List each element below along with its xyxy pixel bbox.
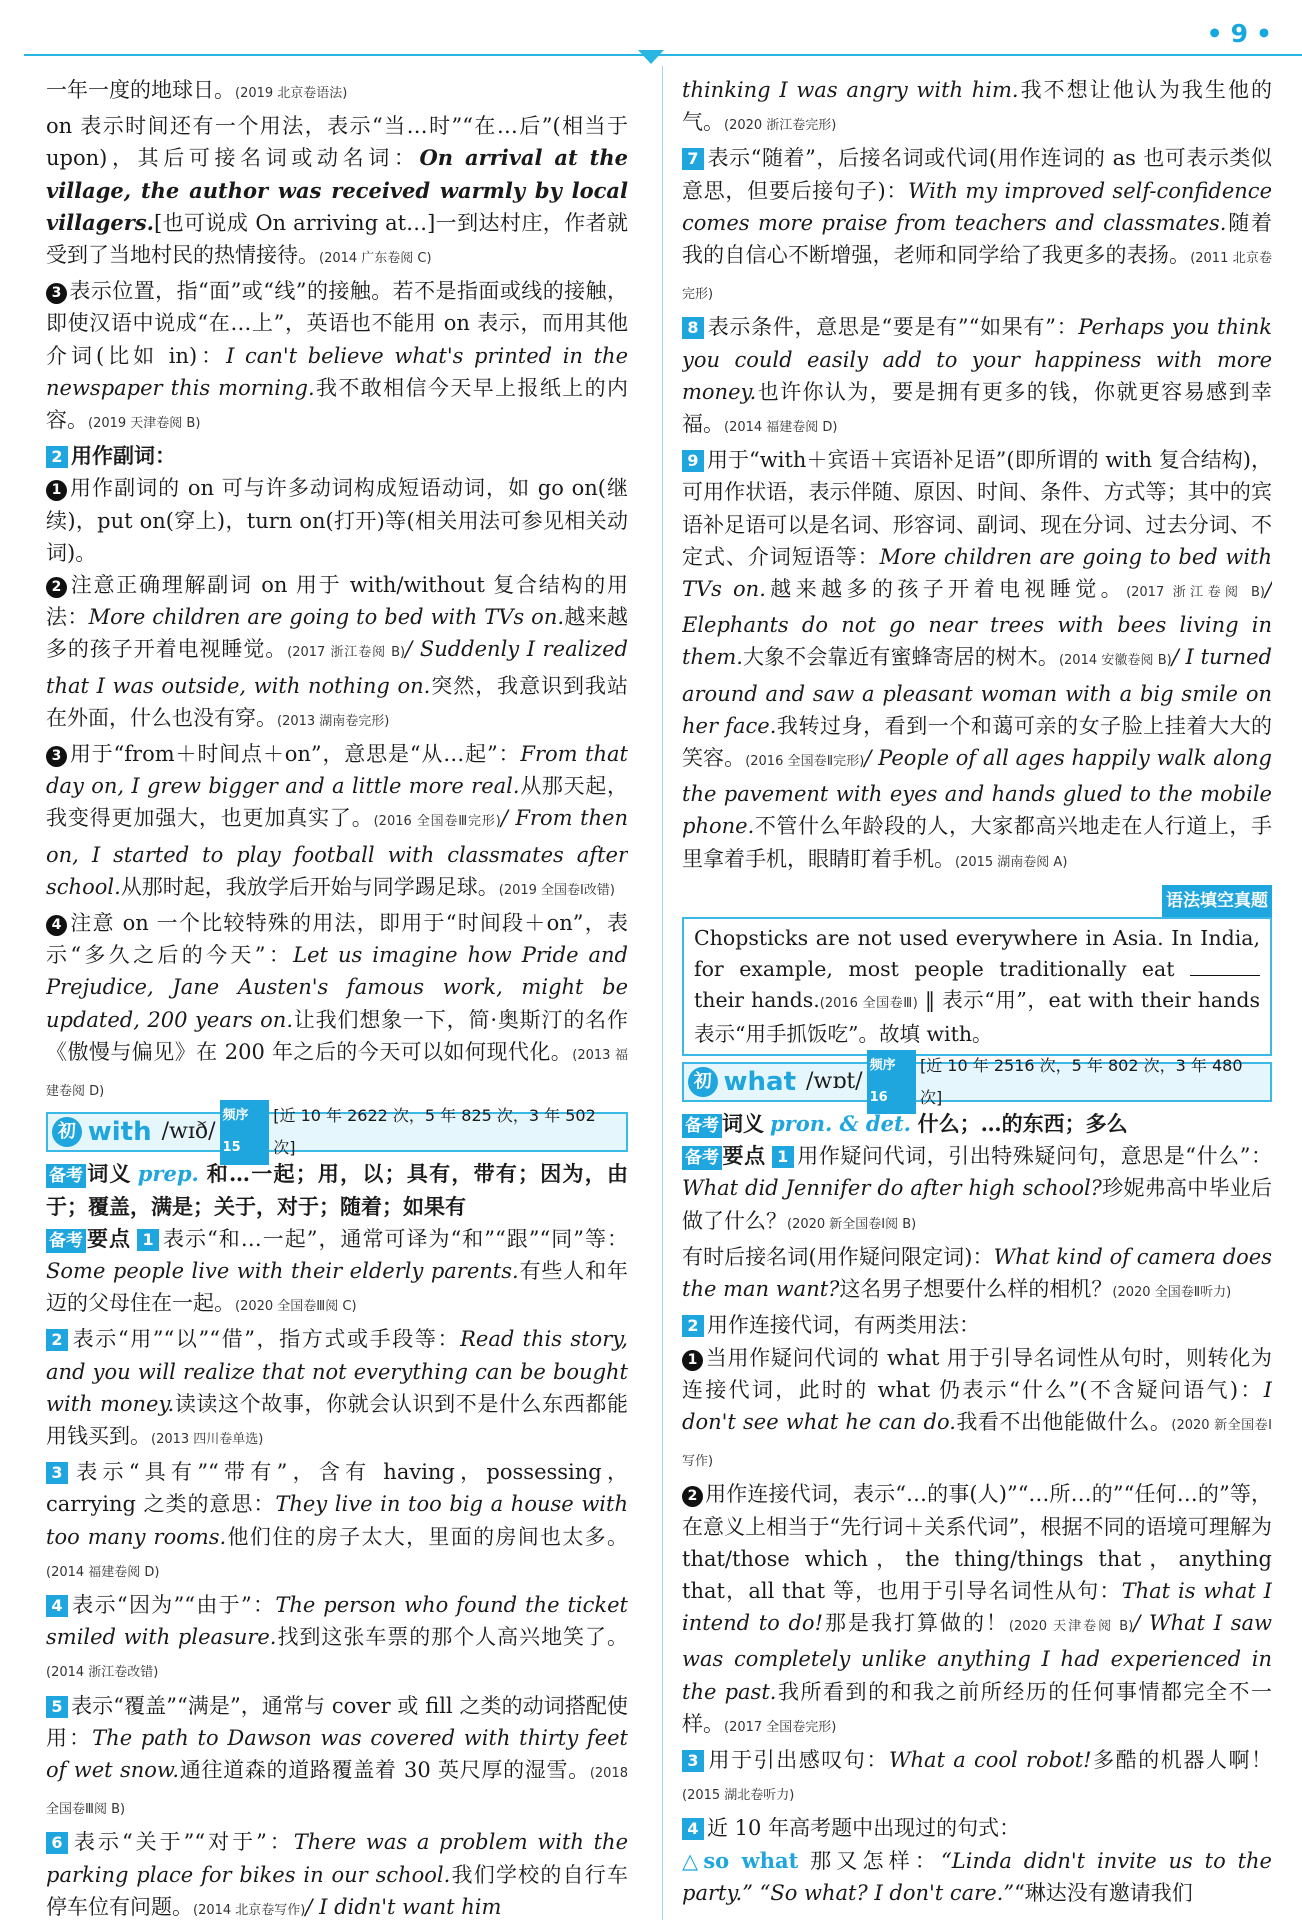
item-number: 2 — [682, 1486, 703, 1507]
beikao-tag: 备考 — [46, 1229, 86, 1253]
usage-item: 3 表示“具有”“带有”，含有 having，possessing，carrying 之类的意思：They live in too big a house with too many rooms.他们住的房子太大，里面的房间也太多。(2014 福建卷阅 D) — [46, 1460, 628, 1580]
usage-item: 6 表示“关于”“对于”：There was a problem with the parking place for bikes in our school.我们学校的自行车停车位有问题。(2014 北京卷写作)/ I didn't want him — [46, 1830, 628, 1919]
usage-item: 2 注意正确理解副词 on 用于 with/without 复合结构的用法：More children are going to bed with TVs on.越来越多的孩子开着电视睡觉。(2017 浙江卷阅 B)/ Suddenly I realized that I was outside, with nothing on.突然，我意识到我站在外面，什么也没有穿。(2013 湖南卷完形) — [46, 573, 628, 730]
section-heading: 2 用作副词： — [46, 440, 628, 472]
paragraph: thinking I was angry with him.我不想让他认为我生他的气。(2020 浙江卷完形) — [682, 78, 1272, 135]
section-number: 4 — [46, 1595, 68, 1617]
frequency-badge: 频序16 — [867, 1050, 916, 1114]
phonetic: /wɪð/ — [161, 1119, 216, 1145]
item-number: 1 — [682, 1350, 703, 1371]
frequency-badge: 频序15 — [220, 1100, 270, 1164]
section-number: 5 — [46, 1696, 68, 1718]
usage-item: 4 表示“因为”“由于”：The person who found the ticket smiled with pleasure.找到这张车票的那个人高兴地笑了。(2014 浙江卷改错) — [46, 1592, 628, 1681]
column-divider — [662, 66, 663, 1920]
section-number: 1 — [772, 1146, 794, 1168]
headword: what — [723, 1066, 797, 1097]
section-number: 2 — [46, 1329, 68, 1351]
left-column — [46, 74, 628, 1920]
entry-header-what — [682, 1055, 1272, 1108]
item-number: 1 — [46, 480, 67, 501]
frequency-stats: [近 10 年 2516 次，5 年 802 次，3 年 480 次] — [919, 1055, 1243, 1108]
entry-header-with — [46, 1106, 628, 1158]
usage-item: 4 近 10 年高考题中出现过的句式： — [682, 1812, 1272, 1844]
level-badge: 初 — [52, 1117, 82, 1147]
section-number: 2 — [46, 446, 68, 468]
usage-item: 备考 要点 1 表示“和…一起”，通常可译为“和”“跟”“同”等：Some people live with their elderly parents.有些人和年迈的父母住在一起。(2020 全国卷Ⅲ阅 C) — [46, 1226, 628, 1316]
definition: 备考 词义 pron. & det. 什么；…的东西；多么 — [682, 1108, 1272, 1140]
paragraph: on 表示时间还有一个用法，表示“当…时”“在…后”(相当于 upon)，其后可接名词或动名词：On arrival at the village, the author was received warmly by local villagers.[也可说成 On arriving at…]一到达村庄，作者就受到了当地村民的热情接待。(2014 广东卷阅 C) — [46, 114, 628, 268]
beikao-tag: 备考 — [682, 1146, 722, 1170]
usage-item: 4 注意 on 一个比较特殊的用法，即用于“时间段＋on”，表示“多久之后的今天”：Let us imagine how Pride and Prejudice, Jane Austen's famous work, might be updated, 200 years on.让我们想象一下，简·奥斯汀的名作《傲慢与偏见》在 200 年之后的今天可以如何现代化。(2013 福建卷阅 D) — [46, 911, 628, 1100]
usage-item: 3 表示位置，指“面”或“线”的接触。若不是指面或线的接触，即使汉语中说成“在…上”，英语也不能用 on 表示，而用其他介词(比如 in)：I can't believe what's printed in the newspaper this morning.我不敢相信今天早上报纸上的内容。(2019 天津卷阅 B) — [46, 279, 628, 433]
definition: 备考 词义 prep. 和…一起；用，以；具有，带有；因为，由于；覆盖，满是；关于，对于；随着；如果有 — [46, 1161, 628, 1219]
section-number: 4 — [682, 1818, 704, 1840]
page-number: •9• — [1206, 19, 1280, 48]
phonetic: /wɒt/ — [806, 1068, 863, 1094]
frequency-stats: [近 10 年 2622 次，5 年 825 次，3 年 502 次] — [273, 1106, 596, 1158]
usage-item: 备考 要点 1 用作疑问代词，引出特殊疑问句，意思是“什么”：What did Jennifer do after high school?珍妮弗高中毕业后做了什么？(2020 新全国卷Ⅰ阅 B) — [682, 1144, 1272, 1233]
section-number: 1 — [137, 1229, 159, 1251]
item-number: 3 — [46, 283, 67, 304]
section-number: 3 — [46, 1462, 68, 1484]
usage-item: 2 用作连接代词，表示“…的事(人)”“…所…的”“任何…的”等，在意义上相当于“先行词＋关系代词”，根据不同的语境可理解为 that/those which，the thing/things that，anything that，all that 等，也用于引导名词性从句：That is what I intend to do!那是我打算做的！(2020 天津卷阅 B)/ What I saw was completely unlike anything I had experienced in the past.我所看到的和我之前所经历的任何事情都完全不一样。(2017 全国卷完形) — [682, 1482, 1272, 1736]
paragraph: 一年一度的地球日。(2019 北京卷语法) — [46, 78, 348, 102]
phrase-item: △so what 那又怎样：“Linda didn't invite us to the party.” “So what? I don't care.”“琳达没有邀请我们 — [682, 1847, 1272, 1905]
usage-item: 7 表示“随着”，后接名词或代词(用作连词的 as 也可表示类似意思，但要后接句子)：With my improved self-confidence comes more praise from teachers and classmates.随着我的自信心不断增强，老师和同学给了我更多的表扬。(2011 北京卷完形) — [682, 146, 1272, 303]
usage-item: 8 表示条件，意思是“要是有”“如果有”：Perhaps you think you could easily add to your happiness with more money.也许你认为，要是拥有更多的钱，你就更容易感到幸福。(2014 福建卷阅 D) — [682, 315, 1272, 437]
header-rule — [24, 54, 1302, 56]
usage-item: 9 用于“with＋宾语＋宾语补足语”(即所谓的 with 复合结构)，可用作状语，表示伴随、原因、时间、条件、方式等；其中的宾语补足语可以是名词、形容词、副词、现在分词、过去分词、不定式、介词短语等：More children are going to bed with TVs on.越来越多的孩子开着电视睡觉。(2017 浙江卷阅 B)/ Elephants do not go near trees with bees living in them.大象不会靠近有蜜蜂寄居的树木。(2014 安徽卷阅 B)/ I turned around and saw a pleasant woman with a big smile on her face.我转过身，看到一个和蔼可亲的女子脸上挂着大大的笑容。(2016 全国卷Ⅱ完形)/ People of all ages happily walk along the pavement with eyes and hands glued to the mobile phone.不管什么年龄段的人，大家都高兴地走在人行道上，手里拿着手机，眼睛盯着手机。(2015 湖南卷阅 A) — [682, 448, 1272, 871]
usage-item: 1 用作副词的 on 可与许多动词构成短语动词，如 go on(继续)，put on(穿上)，turn on(打开)等(相关用法可参见相关动词)。 — [46, 476, 628, 565]
usage-item: 5 表示“覆盖”“满是”，通常与 cover 或 fill 之类的动词搭配使用：The path to Dawson was covered with thirty feet of wet snow.通往道森的道路覆盖着 30 英尺厚的湿雪。(2018 全国卷Ⅲ阅 B) — [46, 1693, 628, 1818]
section-number: 8 — [682, 317, 704, 339]
item-number: 4 — [46, 915, 67, 936]
section-number: 6 — [46, 1832, 68, 1854]
level-badge: 初 — [688, 1067, 718, 1097]
section-number: 7 — [682, 148, 704, 170]
usage-item: 2 表示“用”“以”“借”，指方式或手段等：Read this story, and you will realize that not everything can be bought with money.读读这个故事，你就会认识到不是什么东西都能用钱买到。(2013 四川卷单选) — [46, 1327, 628, 1448]
beikao-tag: 备考 — [46, 1164, 86, 1188]
section-number: 2 — [682, 1315, 704, 1337]
section-number: 3 — [682, 1750, 704, 1772]
item-number: 3 — [46, 746, 67, 767]
usage-item: 3 用于引出感叹句：What a cool robot!多酷的机器人啊！(2015 湖北卷听力) — [682, 1747, 1272, 1804]
exam-box-label: 语法填空真题 — [682, 883, 1272, 917]
usage-item: 1 当用作疑问代词的 what 用于引导名词性从句时，则转化为连接代词，此时的 what 仍表示“什么”(不含疑问语气)：I don't see what he can do.我看不出他能做什么。(2020 新全国卷Ⅰ写作) — [682, 1345, 1272, 1470]
section-number: 9 — [682, 450, 704, 472]
answer-blank — [1190, 957, 1260, 976]
paragraph: 有时后接名词(用作疑问限定词)：What kind of camera does the man want?这名男子想要什么样的相机？(2020 全国卷Ⅱ听力) — [682, 1244, 1272, 1302]
item-number: 2 — [46, 577, 67, 598]
exam-question-box: Chopsticks are not used everywhere in Asia. In India, for example, most people traditionally eat their hands.(2016 全国卷Ⅲ) ‖ 表示“用”，eat with their hands 表示“用手抓饭吃”。故填 with。 — [682, 917, 1272, 1056]
right-column — [682, 74, 1272, 1920]
beikao-tag: 备考 — [682, 1114, 722, 1138]
headword: with — [87, 1117, 152, 1148]
section-heading: 2 用作连接代词，有两类用法： — [682, 1309, 1272, 1341]
header-notch — [638, 50, 664, 64]
usage-item: 3 用于“from＋时间点＋on”，意思是“从…起”：From that day on, I grew bigger and a little more real.从那天起，我变得更加强大，也更加真实了。(2016 全国卷Ⅲ完形)/ From then on, I started to play football with classmates after school.从那时起，我放学后开始与同学踢足球。(2019 全国卷Ⅰ改错) — [46, 742, 628, 899]
